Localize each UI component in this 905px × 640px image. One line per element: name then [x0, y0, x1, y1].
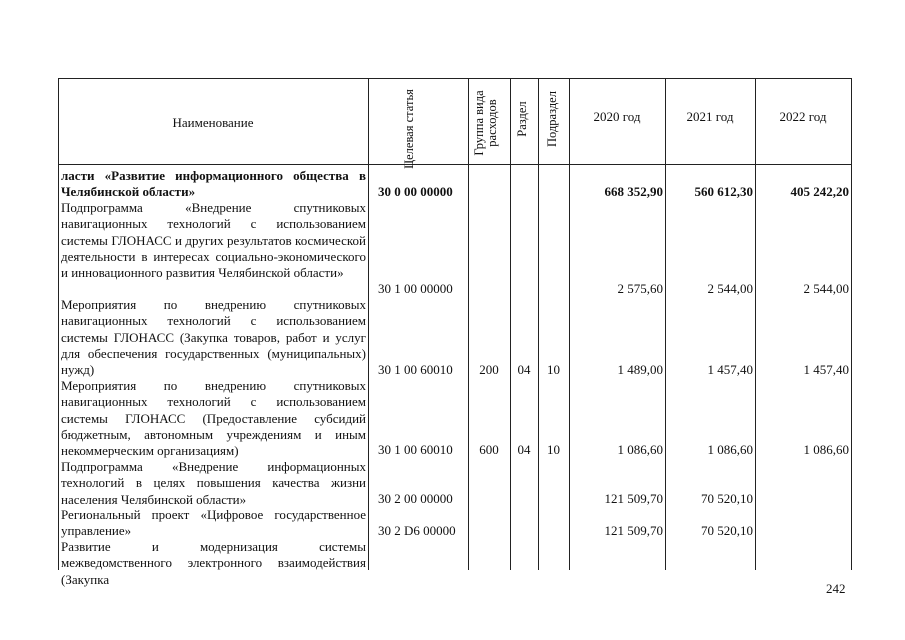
row-2021: 560 612,30: [694, 184, 753, 199]
column-divider: [665, 78, 666, 570]
column-divider: [755, 78, 756, 570]
header-2022: 2022 год: [779, 109, 827, 124]
table-border-left: [58, 78, 59, 570]
row-2020: 121 509,70: [604, 523, 663, 538]
row-2022: 1 086,60: [803, 442, 849, 457]
row-code: 30 0 00 00000: [378, 184, 453, 199]
table-border-right: [851, 78, 852, 570]
page-number: 242: [826, 581, 846, 596]
column-divider: [468, 78, 469, 570]
row-name: ласти «Развитие информационного общества в Челябинской области»: [61, 168, 366, 200]
row-2020: 121 509,70: [604, 491, 663, 506]
column-divider: [538, 78, 539, 570]
header-subsection: Подраздел: [545, 91, 559, 147]
row-2022: 1 457,40: [803, 362, 849, 377]
header-group: Группа вида расходов: [472, 90, 499, 156]
row-code: 30 1 00 00000: [378, 281, 453, 296]
row-2020: 1 086,60: [617, 442, 663, 457]
row-group: 600: [479, 442, 499, 457]
header-2021: 2021 год: [686, 109, 734, 124]
row-2021: 2 544,00: [707, 281, 753, 296]
budget-table: [58, 78, 852, 587]
header-target: Целевая статья: [402, 89, 416, 169]
row-name: Региональный проект «Цифровое государственное управление»: [61, 507, 366, 539]
row-name: Мероприятия по внедрению спутниковых навигационных технологий с использованием системы ГЛОНАСС (Предоставление субсидий бюджетным, автономным учреждениям и иным некоммерческим организациям): [61, 378, 366, 459]
row-2022: 405 242,20: [790, 184, 849, 199]
row-name: Мероприятия по внедрению спутниковых навигационных технологий с использованием системы ГЛОНАСС (Закупка товаров, работ и услуг для обеспечения государственных (муниципальных) нужд): [61, 297, 366, 378]
row-2021: 1 457,40: [707, 362, 753, 377]
row-2022: 2 544,00: [803, 281, 849, 296]
row-section: 04: [517, 362, 531, 377]
row-name: Развитие и модернизация системы межведомственного электронного взаимодействия (Закупка: [61, 539, 366, 587]
row-2020: 668 352,90: [604, 184, 663, 199]
header-divider: [58, 164, 852, 165]
row-subsection: 10: [547, 442, 560, 457]
column-divider: [368, 78, 369, 570]
row-section: 04: [517, 442, 531, 457]
row-subsection: 10: [547, 362, 560, 377]
row-code: 30 1 00 60010: [378, 442, 453, 457]
row-group: 200: [479, 362, 499, 377]
row-code: 30 2 D6 00000: [378, 523, 456, 538]
row-2020: 1 489,00: [617, 362, 663, 377]
row-code: 30 1 00 60010: [378, 362, 453, 377]
row-2021: 1 086,60: [707, 442, 753, 457]
row-name: Подпрограмма «Внедрение спутниковых навигационных технологий с использованием системы ГЛОНАСС и других результатов космической деятельности в интересах социально-экономического и инновационного развития Челябинской области»: [61, 200, 366, 281]
row-name: Подпрограмма «Внедрение информационных технологий в целях повышения качества жизни населения Челябинской области»: [61, 459, 366, 507]
column-divider: [510, 78, 511, 570]
row-code: 30 2 00 00000: [378, 491, 453, 506]
header-section: Раздел: [515, 101, 529, 137]
table-border-top: [58, 78, 852, 79]
header-name: Наименование: [172, 115, 254, 130]
row-2020: 2 575,60: [617, 281, 663, 296]
column-divider: [569, 78, 570, 570]
row-2021: 70 520,10: [701, 491, 753, 506]
row-2021: 70 520,10: [701, 523, 753, 538]
header-2020: 2020 год: [593, 109, 641, 124]
